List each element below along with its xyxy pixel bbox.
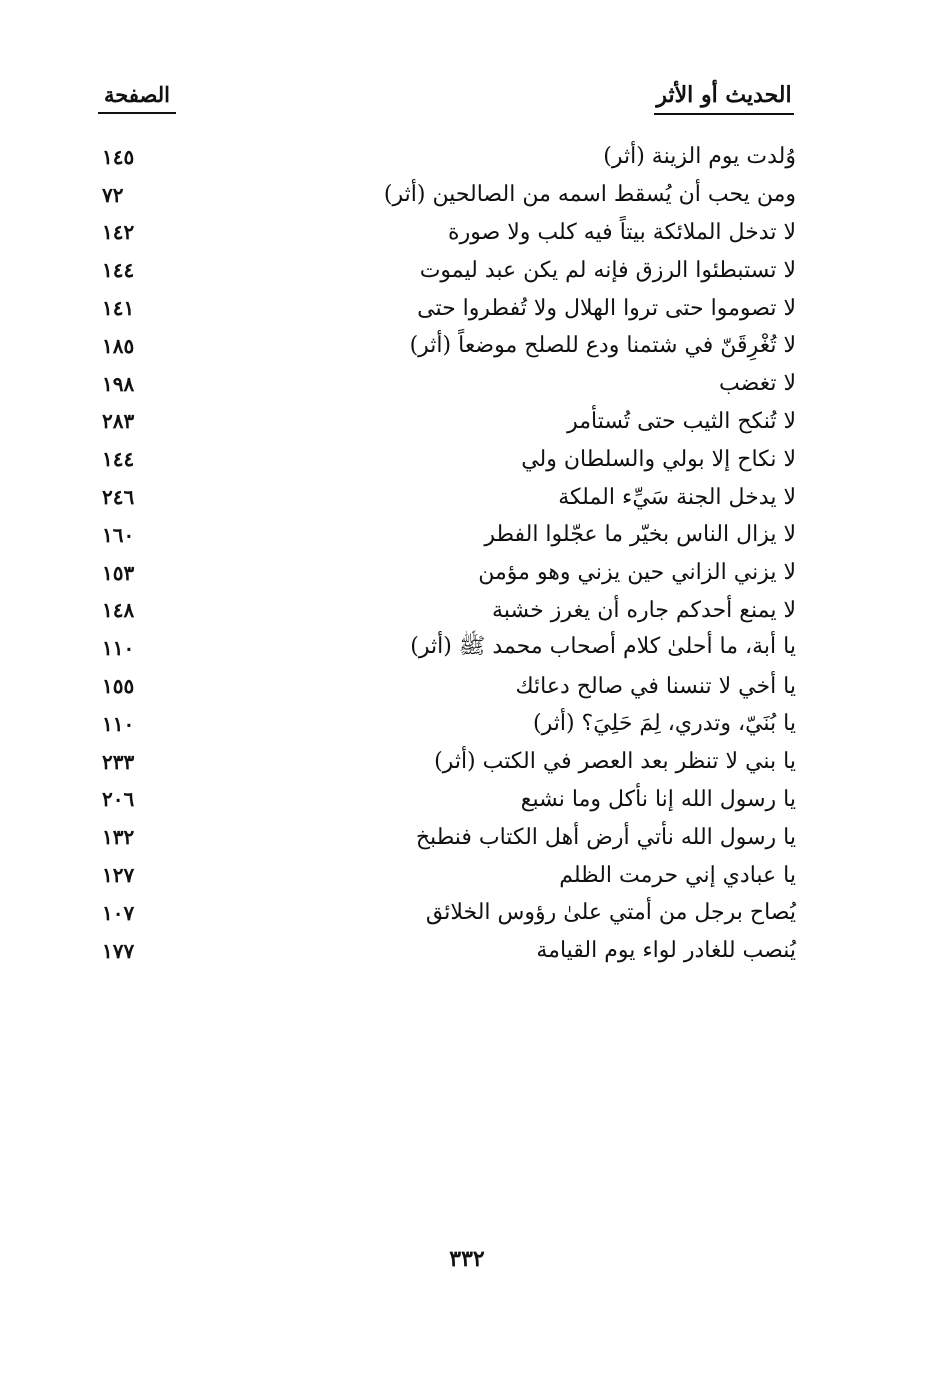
- entry-page-number: ١٥٥: [102, 674, 135, 699]
- entry-text: يا عبادي إني حرمت الظلم: [559, 862, 796, 888]
- entry-page-number: ١٩٨: [102, 371, 135, 396]
- index-row: [96, 592, 796, 630]
- entry-page-number: ٢٤٦: [102, 485, 135, 510]
- entry-text: لا تستبطئوا الرزق فإنه لم يكن عبد ليموت: [419, 257, 796, 283]
- index-row: [96, 478, 796, 516]
- index-row: [96, 365, 796, 403]
- index-row: [96, 781, 796, 819]
- entry-text: لا تدخل الملائكة بيتاً فيه كلب ولا صورة: [448, 219, 796, 245]
- entry-page-number: ١٤٥: [102, 144, 135, 169]
- index-row: [96, 403, 796, 441]
- entry-text: يُنصب للغادر لواء يوم القيامة: [536, 938, 796, 964]
- entry-text: يا أبة، ما أحلىٰ كلام أصحاب محمد ﷺ (أثر): [410, 634, 796, 660]
- index-row: [96, 856, 796, 894]
- entry-page-number: ٢٨٣: [102, 409, 135, 434]
- text-column-header-label: الحديث أو الأثر: [656, 82, 792, 108]
- index-row: [96, 440, 796, 478]
- text-column-header: [654, 82, 794, 115]
- entry-text: لا تغضب: [719, 371, 796, 397]
- index-row: [96, 138, 796, 176]
- entry-text: يُصاح برجل من أمتي علىٰ رؤوس الخلائق: [425, 900, 796, 926]
- index-row: [96, 705, 796, 743]
- entry-page-number: ١١٠: [102, 636, 135, 661]
- index-row: [96, 743, 796, 781]
- entry-page-number: ١٤١: [102, 296, 135, 321]
- index-row: [96, 214, 796, 252]
- index-row: [96, 818, 796, 856]
- entry-text: لا يزال الناس بخيّر ما عجّلوا الفطر: [484, 522, 796, 548]
- index-row: [96, 932, 796, 970]
- entry-page-number: ٢٣٣: [102, 749, 135, 774]
- entry-text: لا تصوموا حتى تروا الهلال ولا تُفطروا حتى: [417, 295, 796, 321]
- entry-page-number: ١٤٨: [102, 598, 135, 623]
- index-row: [96, 667, 796, 705]
- index-row: [96, 516, 796, 554]
- entry-text: يا بُنَيّ، وتدري، لِمَ حَلِيَ؟ (أثر): [532, 711, 796, 737]
- page-number: ٣٣٢: [449, 1246, 485, 1272]
- entry-page-number: ١٥٣: [102, 560, 135, 585]
- index-row: [96, 251, 796, 289]
- entry-page-number: ١٧٧: [102, 938, 135, 963]
- entry-page-number: ٢٠٦: [102, 787, 135, 812]
- entry-text: يا أخي لا تنسنا في صالح دعائك: [515, 673, 796, 699]
- index-row: [96, 554, 796, 592]
- entry-text: لا يزني الزاني حين يزني وهو مؤمن: [478, 560, 796, 586]
- index-list: [96, 138, 796, 970]
- entry-text: لا تُنكح الثيب حتى تُستأمر: [567, 408, 796, 434]
- entry-page-number: ١٤٢: [102, 220, 135, 245]
- entry-text: يا رسول الله نأتي أرض أهل الكتاب فنطبخ: [415, 824, 796, 850]
- entry-page-number: ١٢٧: [102, 863, 135, 888]
- index-row: [96, 629, 796, 667]
- entry-text: لا يمنع أحدكم جاره أن يغرز خشبة: [492, 597, 796, 623]
- index-row: [96, 176, 796, 214]
- entry-page-number: ١٦٠: [102, 522, 135, 547]
- entry-text: ومن يحب أن يُسقط اسمه من الصالحين (أثر): [383, 182, 796, 208]
- entry-text: وُلدت يوم الزينة (أثر): [603, 144, 796, 170]
- entry-page-number: ١١٠: [102, 711, 135, 736]
- entry-page-number: ١٤٤: [102, 447, 135, 472]
- entry-text: لا يدخل الجنة سَيِّء الملكة: [558, 484, 796, 510]
- entry-text: يا بني لا تنظر بعد العصر في الكتب (أثر): [434, 749, 796, 775]
- entry-text: لا تُغْرِقَنّ في شتمنا ودع للصلح موضعاً (أثر): [409, 333, 796, 359]
- page-column-header-underline: [98, 112, 176, 114]
- entry-page-number: ١٤٤: [102, 258, 135, 283]
- entry-text: لا نكاح إلا بولي والسلطان ولي: [521, 446, 796, 472]
- entry-page-number: ١٠٧: [102, 900, 135, 925]
- page-column-header-label: الصفحة: [104, 82, 170, 107]
- entry-page-number: ٧٢: [102, 182, 124, 207]
- index-row: [96, 894, 796, 932]
- entry-page-number: ١٣٢: [102, 825, 135, 850]
- page-column-header: [98, 82, 176, 114]
- index-row: [96, 327, 796, 365]
- text-column-header-underline: [654, 113, 794, 115]
- entry-page-number: ١٨٥: [102, 333, 135, 358]
- index-row: [96, 289, 796, 327]
- entry-text: يا رسول الله إنا نأكل وما نشبع: [520, 786, 796, 812]
